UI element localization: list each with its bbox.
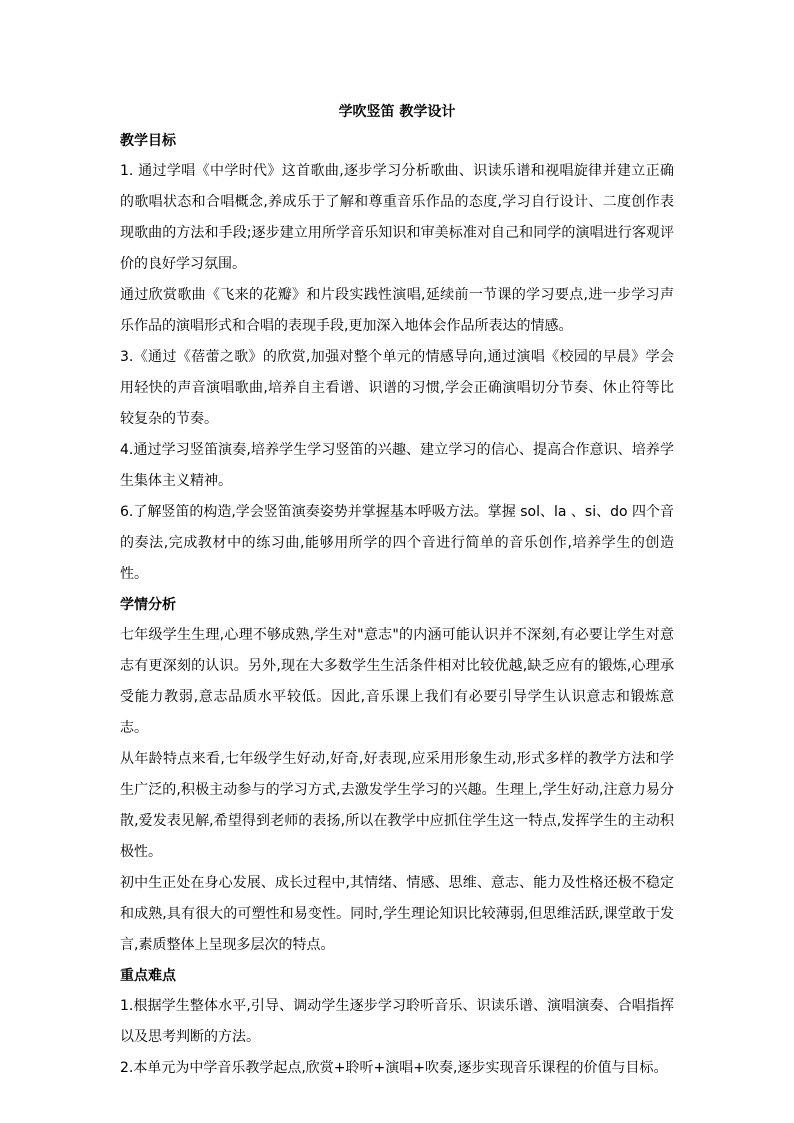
paragraph: 通过欣赏歌曲《飞来的花瓣》和片段实践性演唱,延续前一节课的学习要点,进一步学习声乐作品的演唱形式和合唱的表现手段,更加深入地体会作品所表达的情感。 (120, 287, 674, 334)
section-teaching-objectives (120, 126, 674, 590)
section-heading: 重点难点 (120, 968, 176, 984)
paragraph: 3.《通过《蓓蕾之歌》的欣赏,加强对整个单元的情感导向,通过演唱《校园的早晨》学会用轻快的声音演唱歌曲,培养自主看谱、识谱的习惯,学会正确演唱切分节奏、休止符等比较复杂的节奏。 (120, 349, 674, 427)
paragraph: 1.根据学生整体水平,引导、调动学生逐步学习聆听音乐、识读乐谱、演唱演奏、合唱指挥以及思考判断的方法。 (120, 998, 674, 1045)
section-heading: 学情分析 (120, 597, 176, 613)
paragraph: 2.本单元为中学音乐教学起点,欣赏+聆听+演唱+吹奏,逐步实现音乐课程的价值与目标。 (120, 1060, 668, 1076)
paragraph: 4.通过学习竖笛演奏,培养学生学习竖笛的兴趣、建立学习的信心、提高合作意识、培养学生集体主义精神。 (120, 442, 674, 489)
paragraph: 从年龄特点来看,七年级学生好动,好奇,好表现,应采用形象生动,形式多样的教学方法和学生广泛的,积极主动参与的学习方式,去激发学生学习的兴趣。生理上,学生好动,注意力易分散,爱发表见解,希望得到老师的表扬,所以在教学中应抓住学生这一特点,发挥学生的主动积极性。 (120, 751, 674, 860)
section-student-analysis (120, 590, 674, 961)
paragraph: 七年级学生生理,心理不够成熟,学生对"意志"的内涵可能认识并不深刻,有必要让学生对意志有更深刻的认识。另外,现在大多数学生生活条件相对比较优越,缺乏应有的锻炼,心理承受能力教弱,意志品质水平较低。因此,音乐课上我们有必要引导学生认识意志和锻炼意志。 (120, 627, 674, 736)
paragraph: 1. 通过学唱《中学时代》这首歌曲,逐步学习分析歌曲、识读乐谱和视唱旋律并建立正确的歌唱状态和合唱概念,养成乐于了解和尊重音乐作品的态度,学习自行设计、二度创作表现歌曲的方法和手段;逐步建立用所学音乐知识和审美标准对自己和同学的演唱进行客观评价的良好学习氛围。 (120, 163, 674, 272)
paragraph: 初中生正处在身心发展、成长过程中,其情绪、情感、思维、意志、能力及性格还极不稳定和成熟,具有很大的可塑性和易变性。同时,学生理论知识比较薄弱,但思维活跃,课堂敢于发言,素质整体上呈现多层次的特点。 (120, 875, 674, 953)
paragraph: 6.了解竖笛的构造,学会竖笛演奏姿势并掌握基本呼吸方法。掌握 sol、la 、si、do 四个音的奏法,完成教材中的练习曲,能够用所学的四个音进行简单的音乐创作,培养学生的创造性。 (120, 504, 675, 582)
section-key-difficulties (120, 961, 674, 1084)
section-heading: 教学目标 (120, 133, 176, 149)
document-title: 学吹竖笛 教学设计 (338, 104, 456, 120)
